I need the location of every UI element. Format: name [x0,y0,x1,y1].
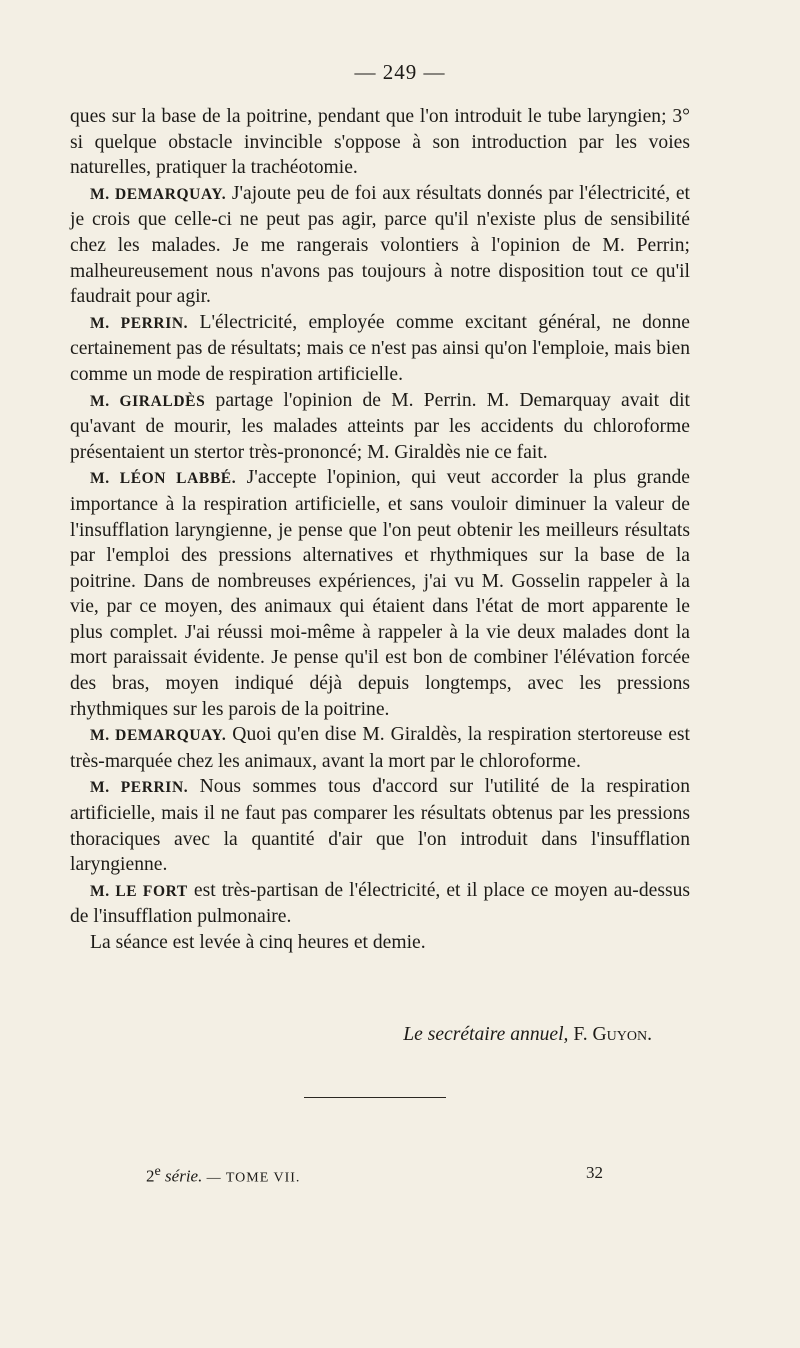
speaker-name: M. PERRIN. [90,779,189,797]
signature-name: F. Guyon. [573,1024,652,1045]
paragraph [70,104,690,181]
speaker-name: M. DEMARQUAY. [90,727,227,745]
paragraph [70,181,690,310]
paragraph-text: J'ajoute peu de foi aux résultats donnés par l'électricité, et je crois que celle-ci ne peut pas agir, parce qu'il n'existe plus de sensibilité chez les malades. Je me rangerais volontiers à l'opinion de M. Perrin; malheureusement nous n'avons pas toujours à notre disposition tout ce qu'il faudrait pour agir. [70,182,690,308]
paragraph [70,878,690,930]
closing-rule [304,1097,446,1098]
series-word: série. [165,1166,203,1186]
paragraph-text: Quoi qu'en dise M. Giraldès, la respiration stertoreuse est très-marquée chez les animaux, avant la mort par le chloroforme. [70,724,690,772]
speaker-name: M. PERRIN. [90,314,189,332]
speaker-name: M. LE FORT [90,882,188,900]
paragraph-text: est très-partisan de l'électricité, et il place ce moyen au-dessus de l'insufflation pulmonaire. [70,879,690,928]
signature-mark: 32 [586,1163,603,1182]
paragraph [70,774,690,877]
page-number: — 249 — [354,60,446,84]
paragraph [70,465,690,722]
paragraph-text: La séance est levée à cinq heures et demie. [90,932,426,953]
footer-series [146,1163,300,1187]
paragraph [70,722,690,774]
tome-label: — TOME VII. [206,1170,301,1186]
paragraph [70,310,690,388]
paragraph-text: partage l'opinion de M. Perrin. M. Demarquay avait dit qu'avant de mourir, les malades atteints par les accidents du chloroforme présentaient un stertor très-prononcé; M. Giraldès nie ce fait. [70,389,690,463]
speaker-name: M. DEMARQUAY. [90,185,227,203]
paragraph-text: Nous sommes tous d'accord sur l'utilité de la respiration artificielle, mais il ne faut pas comparer les résultats obtenus par les pressions thoraciques avec la quantité d'air que l'on introduit dans l'insufflation laryngienne. [70,776,690,876]
paragraph [70,388,690,466]
series-number: 2 [146,1166,155,1186]
speaker-name: M. GIRALDÈS [90,392,206,410]
paragraph-text: L'électricité, employée comme excitant général, ne donne certainement pas de résultats; mais ce n'est pas ainsi qu'on l'emploie, mais bien comme un mode de respiration artificielle. [70,311,690,385]
paragraph-text: J'accepte l'opinion, qui veut accorder la plus grande importance à la respiration artificielle, et sans vouloir diminuer la valeur de l'insufflation laryngienne, je pense que l'on peut obtenir les meilleurs résultats par l'emploi des pressions alternatives et rhythmiques sur la base de la poitrine. Dans de nombreuses expériences, j'ai vu M. Gosselin rappeler à la vie, par ce moyen, des animaux qui étaient dans l'état de mort apparente le plus complet. J'ai réussi moi-même à rappeler à la vie deux malades dont la mort paraissait évidente. Je pense qu'il est bon de combiner l'élévation forcée des bras, moyen indiqué déjà depuis longtemps, avec les pressions rhythmiques sur les parois de la poitrine. [70,467,690,720]
series-superscript: e [154,1163,161,1179]
signature-role: Le secrétaire annuel, [403,1024,569,1045]
body-text [70,104,690,956]
speaker-name: M. LÉON LABBÉ. [90,470,237,488]
signature-line [0,1024,652,1046]
paragraph [70,930,690,956]
paragraph-text: ques sur la base de la poitrine, pendant que l'on introduit le tube laryngien; 3° si quelque obstacle invincible s'oppose à son introduction par les voies naturelles, pratiquer la trachéotomie. [70,106,690,179]
